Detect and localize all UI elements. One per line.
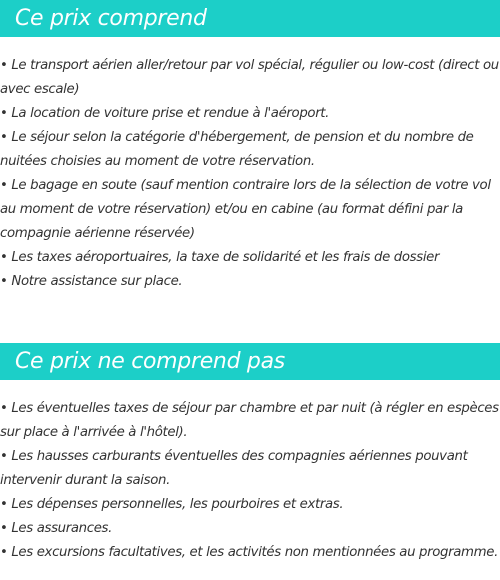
list-item: • Les excursions facultatives, et les activités non mentionnées au programme. [0, 545, 498, 560]
list-item: • Les éventuelles taxes de séjour par chambre et par nuit (à régler en espèces sur place à l'arrivée à l'hôtel). [0, 401, 499, 440]
list-item: • Les hausses carburants éventuelles des compagnies aériennes pouvant intervenir durant la saison. [0, 449, 468, 488]
list-item: • Le transport aérien aller/retour par vol spécial, régulier ou low-cost (direct ou avec escale) [0, 58, 499, 97]
list-item: • Le séjour selon la catégorie d'hébergement, de pension et du nombre de nuitées choisies au moment de votre réservation. [0, 130, 474, 169]
excluded-items-list [0, 397, 500, 565]
included-section-title: Ce prix comprend [15, 6, 207, 31]
excluded-section-header [0, 343, 500, 380]
included-items-list [0, 54, 500, 294]
list-item: • Les dépenses personnelles, les pourboires et extras. [0, 497, 344, 512]
list-item: • Les taxes aéroportuaires, la taxe de solidarité et les frais de dossier [0, 250, 440, 265]
excluded-section-title: Ce prix ne comprend pas [15, 349, 285, 374]
included-section-header [0, 0, 500, 37]
list-item: • Le bagage en soute (sauf mention contraire lors de la sélection de votre vol au moment de votre réservation) et/ou en cabine (au format défini par la compagnie aérienne réservée) [0, 178, 491, 241]
list-item: • La location de voiture prise et rendue à l'aéroport. [0, 106, 330, 121]
list-item: • Les assurances. [0, 521, 112, 536]
list-item: • Notre assistance sur place. [0, 274, 183, 289]
